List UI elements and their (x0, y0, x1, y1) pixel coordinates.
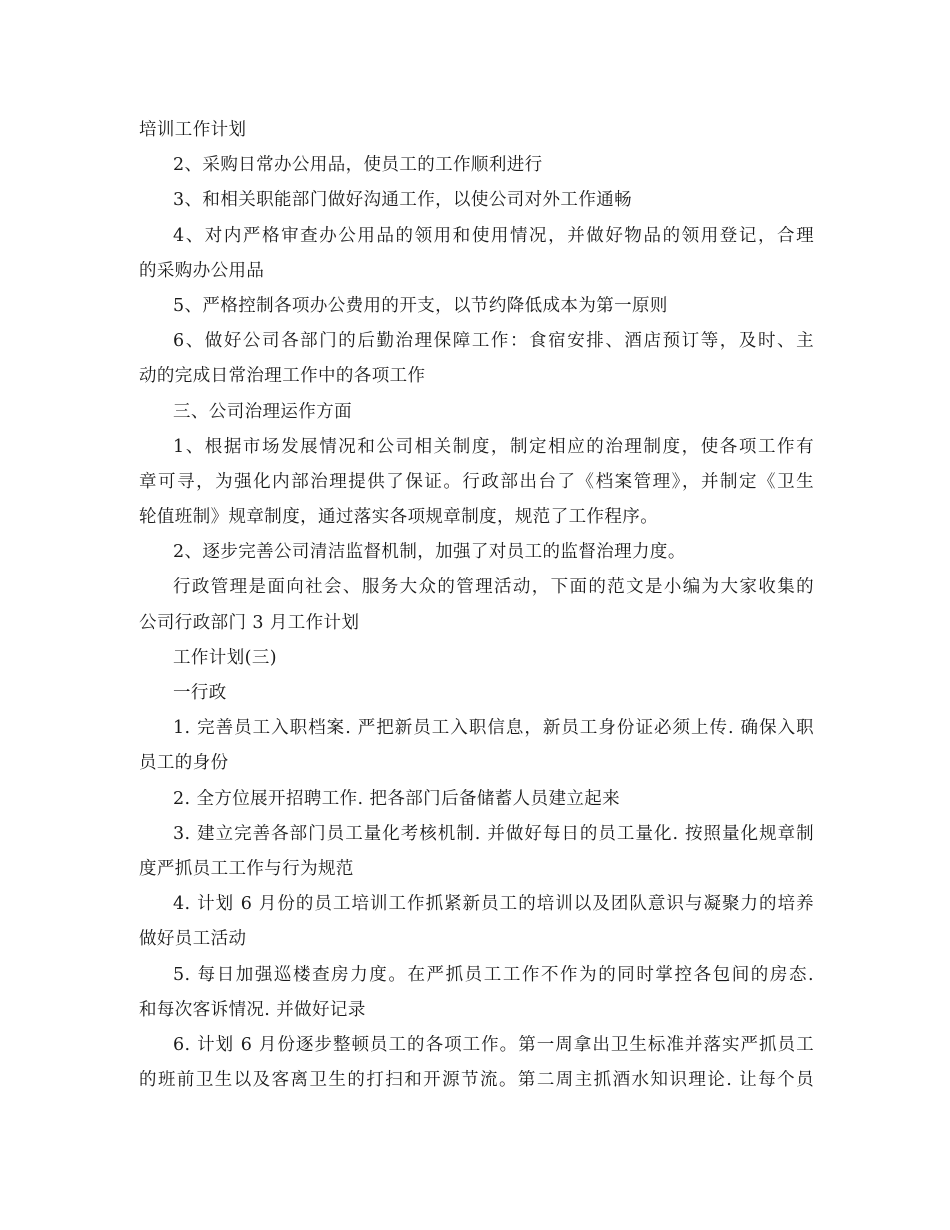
text-line: 动的完成日常治理工作中的各项工作 (139, 366, 426, 387)
text-line: 2、采购日常办公用品，使员工的工作顺利进行 (173, 155, 543, 176)
text-line: 的班前卫生以及客离卫生的打扫和开源节流。第二周主抓酒水知识理论. 让每个员 (139, 1070, 814, 1091)
text-line: 和每次客诉情况. 并做好记录 (139, 999, 366, 1020)
text-line: 章可寻，为强化内部治理提供了保证。行政部出台了《档案管理》，并制定《卫生 (139, 471, 814, 492)
text-line: 度严抓员工工作与行为规范 (139, 858, 354, 879)
text-line: 3、和相关职能部门做好沟通工作，以使公司对外工作通畅 (173, 190, 633, 211)
text-line: 做好员工活动 (139, 929, 247, 950)
text-line: 轮值班制》规章制度，通过落实各项规章制度，规范了工作程序。 (139, 507, 659, 528)
text-line: 培训工作计划 (139, 120, 247, 140)
text-line: 4. 计划 6 月份的员工培训工作抓紧新员工的培训以及团队意识与凝聚力的培养 (173, 894, 814, 915)
document-body (139, 113, 814, 1098)
text-line: 5、严格控制各项办公费用的开支，以节约降低成本为第一原则 (173, 295, 668, 316)
text-line: 2. 全方位展开招聘工作. 把各部门后备储蓄人员建立起来 (173, 788, 621, 809)
text-line: 3. 建立完善各部门员工量化考核机制. 并做好每日的员工量化. 按照量化规章制 (173, 823, 814, 844)
text-line: 5. 每日加强巡楼查房力度。在严抓员工工作不作为的同时掌控各包间的房态. (173, 964, 814, 985)
text-line: 1、根据市场发展情况和公司相关制度，制定相应的治理制度，使各项工作有 (173, 436, 814, 457)
text-line: 员工的身份 (139, 753, 229, 774)
text-line: 的采购办公用品 (139, 260, 265, 281)
text-line: 行政管理是面向社会、服务大众的管理活动，下面的范文是小编为大家收集的 (173, 577, 814, 598)
text-line: 一行政 (173, 683, 227, 703)
text-line: 公司行政部门 3 月工作计划 (139, 612, 360, 633)
text-line: 6、做好公司各部门的后勤治理保障工作：食宿安排、酒店预订等，及时、主 (173, 331, 814, 352)
text-line: 6. 计划 6 月份逐步整顿员工的各项工作。第一周拿出卫生标准并落实严抓员工 (173, 1034, 814, 1055)
text-line: 4、对内严格审查办公用品的领用和使用情况，并做好物品的领用登记，合理 (173, 225, 814, 246)
text-line: 三、公司治理运作方面 (173, 401, 352, 422)
text-line: 2、逐步完善公司清洁监督机制，加强了对员工的监督治理力度。 (173, 542, 686, 563)
text-line: 工作计划(三) (173, 647, 277, 668)
text-line: 1. 完善员工入职档案. 严把新员工入职信息，新员工身份证必须上传. 确保入职 (173, 718, 814, 739)
